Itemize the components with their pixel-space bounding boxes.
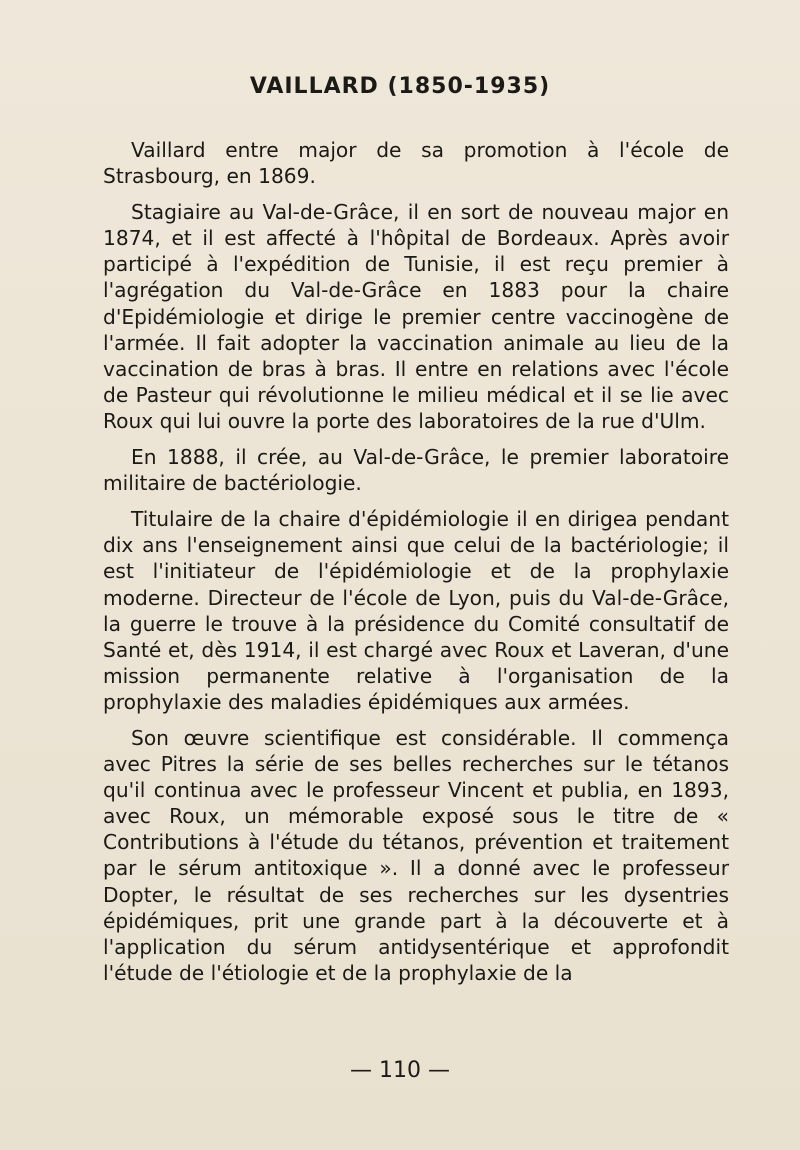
paragraph: Son œuvre scientifique est considérable. Il commença avec Pitres la série de ses belles recherches sur le tétanos qu'il continua avec le professeur Vincent et publia, en 1893, avec Roux, un mémorable exposé sous le titre de « Contributions à l'étude du tétanos, prévention et traitement par le sérum antitoxique ». Il a donné avec le professeur Dopter, le résultat de ses recherches sur les dysentries épidémiques, prit une grande part à la découverte et à l'application du sérum antidysentérique et approfondit l'étude de l'étiologie et de la prophylaxie de la: [103, 725, 729, 985]
paragraph: Stagiaire au Val-de-Grâce, il en sort de nouveau major en 1874, et il est affecté à l'hôpital de Bordeaux. Après avoir participé à l'expédition de Tunisie, il est reçu premier à l'agrégation du Val-de-Grâce en 1883 pour la chaire d'Epidémiologie et dirige le premier centre vaccinogène de l'armée. Il fait adopter la vaccination animale au lieu de la vaccination de bras à bras. Il entre en relations avec l'école de Pasteur qui révolutionne le milieu médical et il se lie avec Roux qui lui ouvre la porte des laboratoires de la rue d'Ulm.: [103, 200, 729, 433]
page-number: — 110 —: [350, 1058, 450, 1083]
paragraph: En 1888, il crée, au Val-de-Grâce, le premier laboratoire militaire de bactériologie.: [103, 445, 729, 496]
body-text: [103, 137, 729, 996]
page-title: VAILLARD (1850-1935): [249, 74, 551, 99]
paragraph: Titulaire de la chaire d'épidémiologie il en dirigea pendant dix ans l'enseignement ainsi que celui de la bactériologie; il est l'initiateur de l'épidémiologie et de la prophylaxie moderne. Directeur de l'école de Lyon, puis du Val-de-Grâce, la guerre le trouve à la présidence du Comité consultatif de Santé et, dès 1914, il est chargé avec Roux et Laveran, d'une mission permanente relative à l'organisation de la prophylaxie des maladies épidémiques aux armées.: [103, 507, 729, 714]
paragraph: Vaillard entre major de sa promotion à l'école de Strasbourg, en 1869.: [103, 138, 729, 189]
